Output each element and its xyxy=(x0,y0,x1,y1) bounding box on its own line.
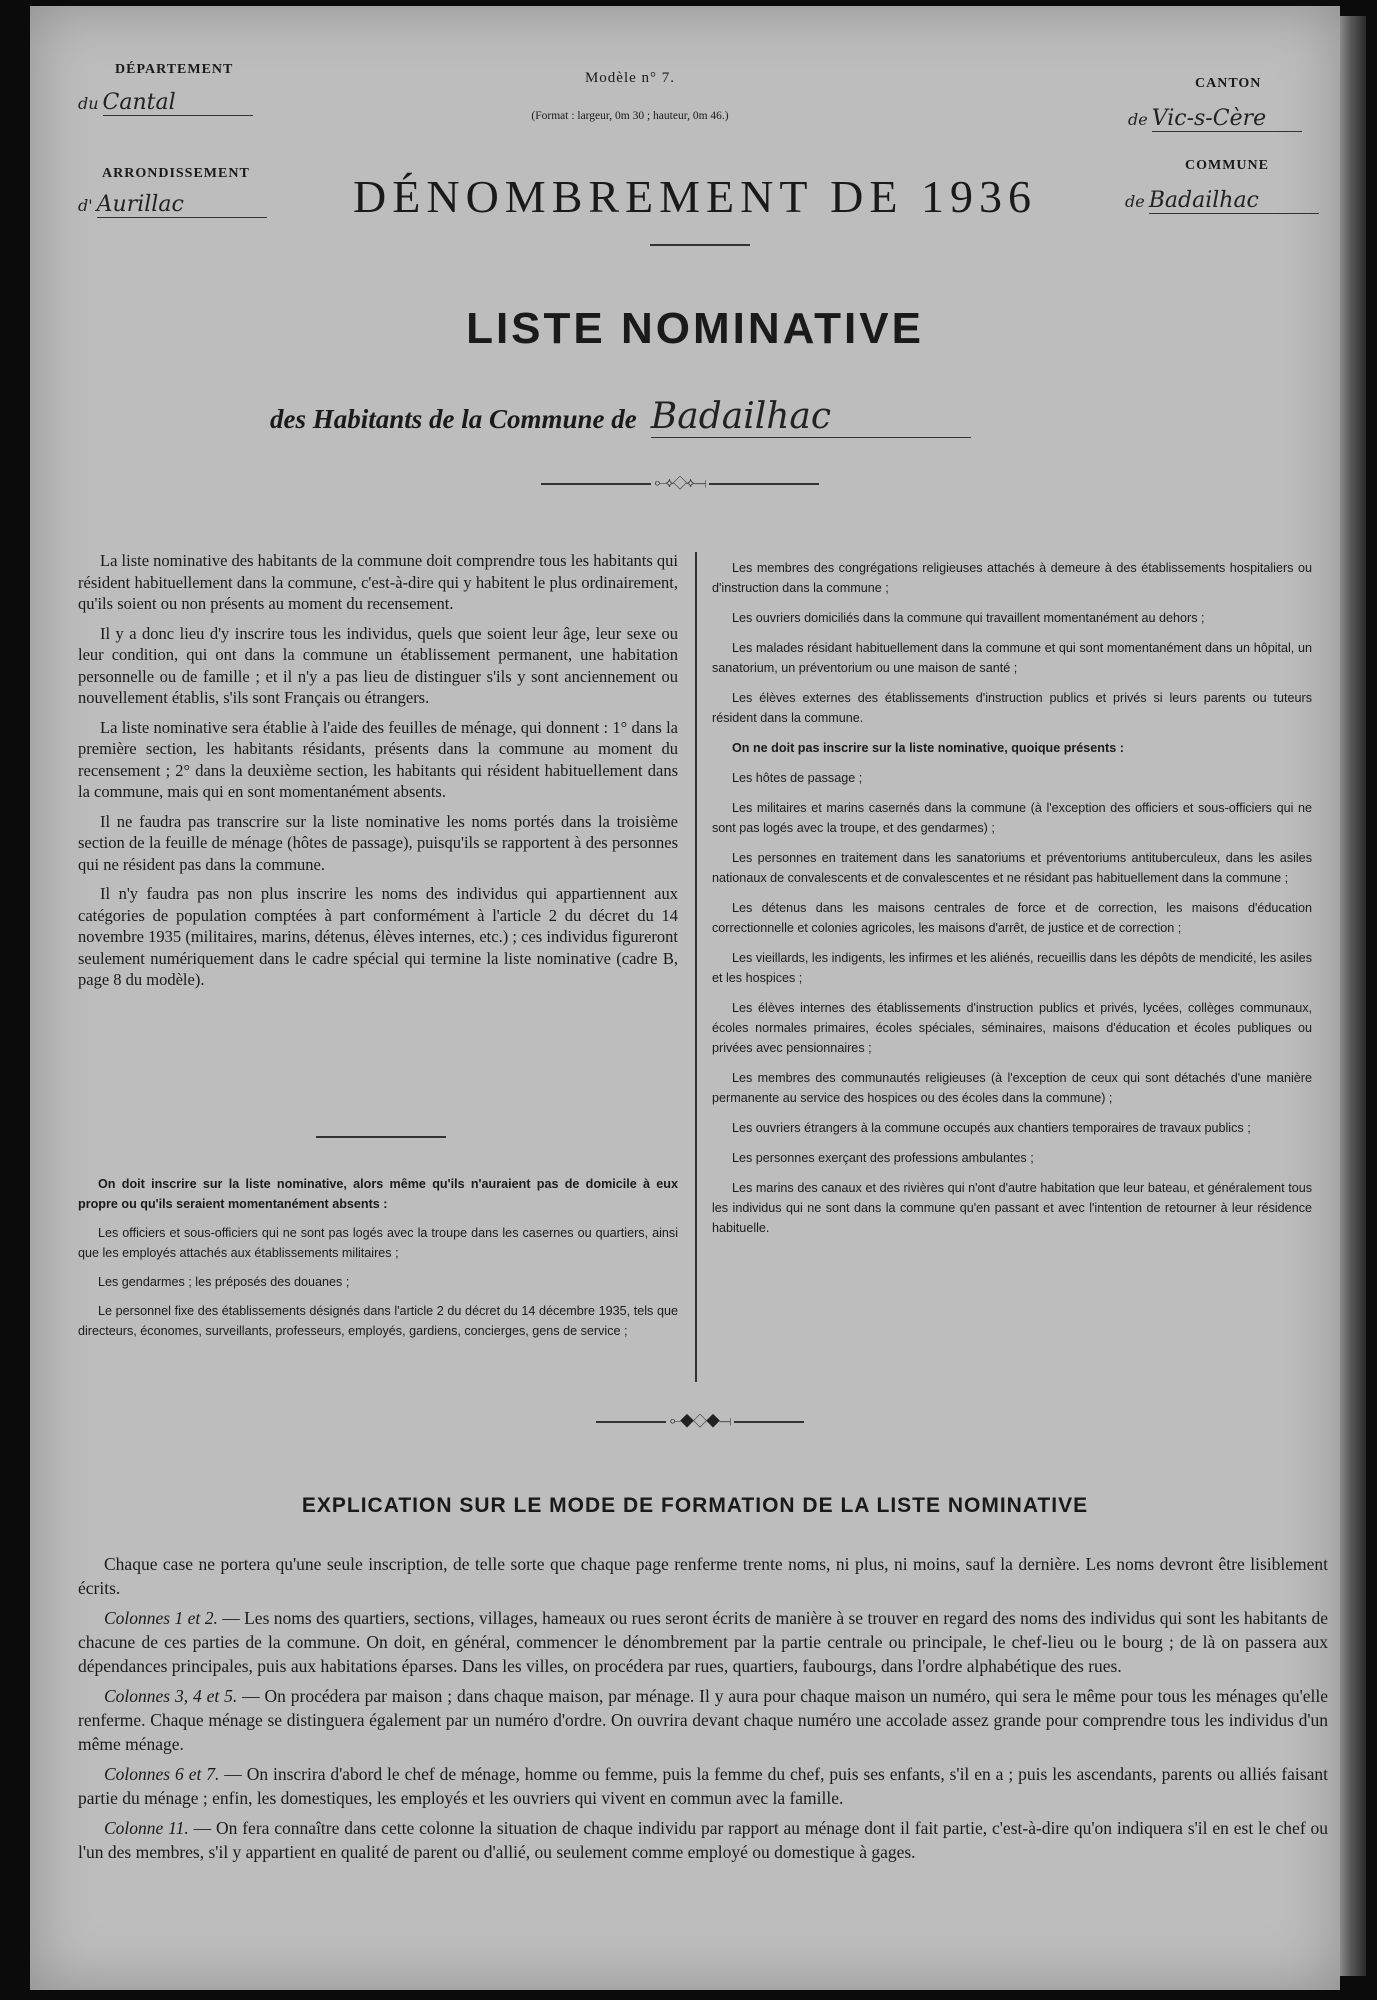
departement-label: DÉPARTEMENT xyxy=(115,62,234,77)
ornament-middle: ⟜◆◇◆⟞ xyxy=(550,1414,850,1430)
right-paragraph-14: Les personnes exerçant des professions ambulantes ; xyxy=(732,1151,1034,1165)
denombrement-title: DÉNOMBREMENT DE 1936 xyxy=(353,171,1037,222)
left-column-inscrire xyxy=(78,1174,678,1350)
right-paragraph-2: Les ouvriers domiciliés dans la commune qui travaillent momentanément au dehors ; xyxy=(732,611,1205,625)
right-paragraph-12: Les membres des communautés religieuses (à l'exception de ceux qui sont détachés d'une manière permanente au service des hospices ou des écoles dans la commune) ; xyxy=(712,1071,1312,1105)
liste-nominative-title: LISTE NOMINATIVE xyxy=(466,304,924,353)
arrondissement-value: Aurillac xyxy=(97,192,267,218)
departement-field xyxy=(78,90,273,116)
format-note: (Format : largeur, 0m 30 ; hauteur, 0m 46.) xyxy=(531,110,729,122)
page-edge xyxy=(1340,16,1366,1976)
commune-prefix: de xyxy=(1125,192,1145,211)
canton-prefix: de xyxy=(1128,110,1148,129)
column-divider xyxy=(695,552,697,1382)
left-paragraph-1: La liste nominative des habitants de la commune doit comprendre tous les habitants qui résident habituellement dans la commune, c'est-à-dire qui y habitent le plus ordinairement, qu'ils soient ou non présents au moment du recensement. xyxy=(78,551,678,613)
explication-item-2-text: — On procédera par maison ; dans chaque maison, par ménage. Il y aura pour chaque maison un numéro, qui sera le même pour tous les ménages qu'elle renferme. Chaque ménage se distinguera également par un numéro d'ordre. On ouvrira devant chaque numéro une accolade assez grande pour comprendre tous les individus d'un même ménage. xyxy=(78,1686,1328,1754)
right-paragraph-8: Les personnes en traitement dans les sanatoriums et préventoriums antituberculeux, dans les asiles nationaux de convalescents et de convalescentes et ne résidant pas habituellement dans la commune ; xyxy=(712,851,1312,885)
right-column xyxy=(712,558,1312,1248)
canton-value: Vic-s-Cère xyxy=(1152,106,1302,132)
canton-label: CANTON xyxy=(1195,76,1262,91)
explication-intro: Chaque case ne portera qu'une seule inscription, de telle sorte que chaque page renferme trente noms, ni plus, ni moins, sauf la dernière. Les noms devront être lisiblement écrits. xyxy=(78,1554,1328,1598)
right-paragraph-6: Les hôtes de passage ; xyxy=(732,771,863,785)
right-paragraph-10: Les vieillards, les indigents, les infirmes et les aliénés, recueillis dans les dépôts de mendicité, les asiles et les hospices ; xyxy=(712,951,1312,985)
arrondissement-label: ARRONDISSEMENT xyxy=(102,166,250,181)
explication-item-2-label: Colonnes 3, 4 et 5. xyxy=(104,1686,238,1706)
arrondissement-prefix: d' xyxy=(78,196,93,215)
right-paragraph-13: Les ouvriers étrangers à la commune occupés aux chantiers temporaires de travaux publics ; xyxy=(732,1121,1251,1135)
modele-number: Modèle n° 7. xyxy=(584,70,676,86)
left-paragraph-4: Il ne faudra pas transcrire sur la liste nominative les noms portés dans la troisième section de la feuille de ménage (hôtes de passage), puisqu'ils se rapportent à des personnes qui ne résident pas dans la commune. xyxy=(78,811,678,874)
inscrire-item-3: Le personnel fixe des établissements désignés dans l'article 2 du décret du 14 décembre 1935, tels que directeurs, économes, surveillants, professeurs, employés, gardiens, concierges, gens de service ; xyxy=(78,1304,678,1338)
right-paragraph-3: Les malades résidant habituellement dans la commune et qui sont momentanément dans un hôpital, un sanatorium, un préventorium ou une maison de santé ; xyxy=(712,641,1312,675)
left-paragraph-5: Il n'y faudra pas non plus inscrire les noms des individus qui appartiennent aux catégories de population comptées à part conformément à l'article 2 du décret du 14 novembre 1935 (militaires, marins, détenus, élèves internes, etc.) ; ces individus figureront seulement numériquement dans le cadre spécial qui termine la liste nominative (cadre B, page 8 du modèle). xyxy=(78,884,678,989)
explication-item-3-label: Colonnes 6 et 7. xyxy=(104,1764,220,1784)
explication-item-3 xyxy=(78,1762,1328,1810)
subtitle-line xyxy=(270,396,1170,438)
right-paragraph-15: Les marins des canaux et des rivières qui n'ont d'autre habitation que leur bateau, et généralement tous les individus qui ne sont dans la commune qu'en passant et avec l'intention de retourner à leur résidence habituelle. xyxy=(712,1181,1312,1235)
ornament-top: ⟜⟡◇⟡⟞ xyxy=(470,476,890,492)
explication-item-2 xyxy=(78,1684,1328,1756)
right-paragraph-1: Les membres des congrégations religieuses attachés à demeure à des établissements hospitaliers ou d'instruction dans la commune ; xyxy=(712,561,1312,595)
left-paragraph-2: Il y a donc lieu d'y inscrire tous les individus, quels que soient leur âge, leur sexe ou leur condition, qui ont dans la commune un établissement permanent, une habitation personnelle ou de famille ; et il n'y a pas lieu de distinguer s'ils y sont anciennement ou nouvellement établis, s'ils sont Français ou étrangers. xyxy=(78,623,678,707)
left-column-main xyxy=(78,550,678,999)
commune-handwritten: Badailhac xyxy=(651,396,971,438)
commune-field xyxy=(1125,188,1345,214)
explication-item-1-text: — Les noms des quartiers, sections, villages, hameaux ou rues seront écrits de manière à se trouver en regard des noms des individus qui sont les habitants de chacune de ces parties de la commune. On doit, en général, commencer le dénombrement par la partie centrale ou principale, le chef-lieu ou le bourg ; de là on passera aux dépendances principales, puis aux habitations éparses. Dans les villes, on procédera par rues, quartiers, faubourgs, dans l'ordre alphabétique des rues. xyxy=(78,1608,1328,1676)
title-rule xyxy=(650,244,750,246)
departement-prefix: du xyxy=(78,94,99,113)
explication-body xyxy=(78,1552,1328,1870)
explication-heading: EXPLICATION SUR LE MODE DE FORMATION DE LA LISTE NOMINATIVE xyxy=(301,1494,1089,1517)
explication-item-4-label: Colonne 11. xyxy=(104,1818,189,1838)
explication-item-4 xyxy=(78,1816,1328,1864)
right-paragraph-7: Les militaires et marins casernés dans la commune (à l'exception des officiers et sous-officiers qui ne sont pas logés avec la troupe, et des gendarmes) ; xyxy=(712,801,1312,835)
inscrire-intro: On doit inscrire sur la liste nominative, alors même qu'ils n'auraient pas de domicile à eux propre ou qu'ils seraient momentanément absents : xyxy=(78,1177,678,1211)
left-column-rule xyxy=(316,1136,446,1138)
right-paragraph-11: Les élèves internes des établissements d'instruction publics et privés, lycées, collèges communaux, écoles normales primaires, écoles spéciales, séminaires, maisons d'éducation et écoles publiques ou privées avec pensionnaires ; xyxy=(712,1001,1312,1055)
arrondissement-field xyxy=(78,192,288,218)
right-paragraph-9: Les détenus dans les maisons centrales de force et de correction, les maisons d'éducation correctionnelle et colonies agricoles, les maisons d'arrêt, de justice et de correction ; xyxy=(712,901,1312,935)
explication-item-4-text: — On fera connaître dans cette colonne la situation de chaque individu par rapport au ménage dont il fait partie, c'est-à-dire qu'on indiquera s'il en est le chef ou l'un des membres, s'il y appartient en qualité de parent ou d'allié, ou seulement comme employé ou domestique à gages. xyxy=(78,1818,1329,1862)
explication-item-3-text: — On inscrira d'abord le chef de ménage, homme ou femme, puis la femme du chef, puis ses enfants, s'il en a ; puis les ascendants, parents ou alliés faisant partie du ménage ; enfin, les domestiques, les employés et les ouvriers qui vivent en commun avec la famille. xyxy=(78,1764,1328,1808)
explication-item-1 xyxy=(78,1606,1328,1678)
commune-value: Badailhac xyxy=(1149,188,1319,214)
explication-item-1-label: Colonnes 1 et 2. xyxy=(104,1608,218,1628)
inscrire-item-1: Les officiers et sous-officiers qui ne sont pas logés avec la troupe dans les casernes ou quartiers, ainsi que les employés attachés aux établissements militaires ; xyxy=(78,1226,678,1260)
departement-value: Cantal xyxy=(103,90,253,116)
right-paragraph-4: Les élèves externes des établissements d'instruction publics et privés si leurs parents ou tuteurs résident dans la commune. xyxy=(712,691,1312,725)
left-paragraph-3: La liste nominative sera établie à l'aide des feuilles de ménage, qui donnent : 1° dans la première section, les habitants résidants, présents dans la commune au moment du recensement ; 2° dans la deuxième section, les habitants qui résident habituellement dans la commune, mais qui en sont momentanément absents. xyxy=(78,717,678,801)
canton-field xyxy=(1128,106,1328,132)
document-page xyxy=(30,6,1340,1990)
right-exclusion-intro: On ne doit pas inscrire sur la liste nominative, quoique présents : xyxy=(732,741,1124,755)
subtitle-text: des Habitants de la Commune de xyxy=(270,404,637,434)
commune-label: COMMUNE xyxy=(1185,158,1269,173)
inscrire-item-2: Les gendarmes ; les préposés des douanes ; xyxy=(98,1275,350,1289)
